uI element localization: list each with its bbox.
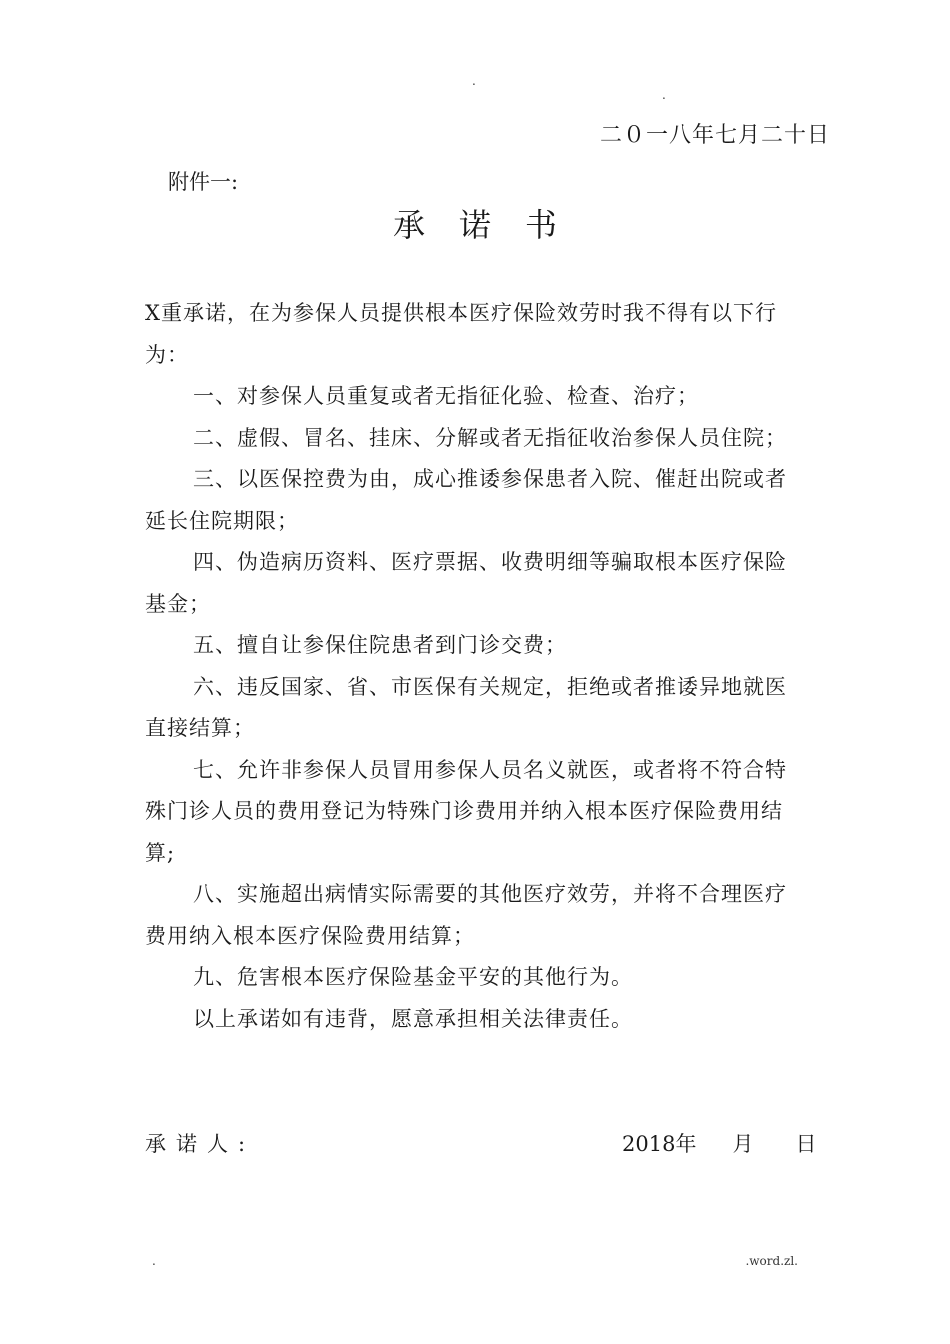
document-date: 二０一八年七月二十日: [599, 123, 830, 148]
attachment-label: 附件一:: [168, 170, 239, 194]
commitment-item-6: 六、违反国家、省、市医保有关规定，拒绝或者推诿异地就医直接结算；: [145, 674, 787, 740]
header-dot-right: .: [662, 88, 666, 102]
closing-statement: 以上承诺如有违背，愿意承担相关法律责任。: [193, 1006, 633, 1031]
commitment-item-4: 四、伪造病历资料、医疗票据、收费明细等骗取根本医疗保险基金；: [145, 550, 787, 616]
signature-month: 月: [732, 1132, 754, 1156]
commitment-item-7: 七、允许非参保人员冒用参保人员名义就医，或者将不符合特殊门诊人员的费用登记为特殊门诊费用并纳入根本医疗保险费用结算;: [145, 757, 787, 865]
footer-dot: .: [152, 1254, 156, 1268]
signature-date: [622, 1128, 816, 1158]
header-dot-left: .: [472, 74, 476, 88]
commitment-item-9: 九、危害根本医疗保险基金平安的其他行为。: [193, 965, 633, 989]
signatory-label: 承诺人:: [145, 1132, 256, 1156]
signature-day: 日: [795, 1132, 817, 1156]
footer-watermark: .word.zl.: [745, 1254, 798, 1268]
commitment-item-2: 二、虚假、冒名、挂床、分解或者无指征收治参保人员住院；: [193, 425, 787, 450]
document-body: [145, 293, 808, 1040]
commitment-item-5: 五、擅自让参保住院患者到门诊交费；: [193, 633, 567, 657]
signature-year: 2018年: [622, 1132, 697, 1156]
commitment-item-1: 一、对参保人员重复或者无指征化验、检查、治疗；: [193, 384, 699, 408]
commitment-item-8: 八、实施超出病情实际需要的其他医疗效劳，并将不合理医疗费用纳入根本医疗保险费用结算；: [145, 882, 787, 948]
intro-paragraph: X重承诺，在为参保人员提供根本医疗保险效劳时我不得有以下行为：: [145, 301, 777, 367]
document-title: 承诺书: [392, 206, 591, 244]
commitment-item-3: 三、以医保控费为由，成心推诿参保患者入院、催赶出院或者延长住院期限；: [145, 467, 787, 533]
